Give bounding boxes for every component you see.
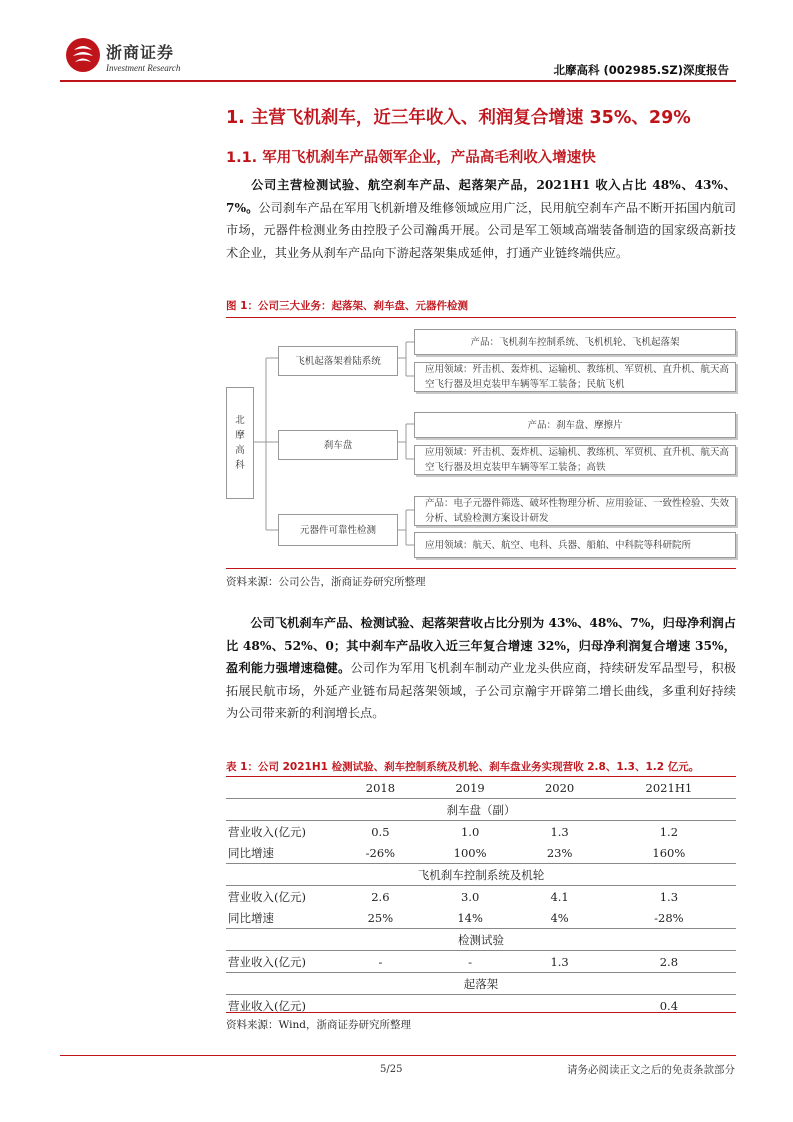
table-cell: 4.1 bbox=[550, 889, 569, 904]
table-section-row bbox=[226, 799, 736, 821]
brand-tagline: Investment Research bbox=[106, 63, 181, 73]
revenue-table bbox=[226, 777, 736, 1016]
table-row bbox=[226, 842, 736, 864]
table-row bbox=[226, 821, 736, 843]
table-row bbox=[226, 951, 736, 973]
table-section-row bbox=[226, 929, 736, 951]
table-cell: 2.6 bbox=[371, 889, 390, 904]
analysis-paragraph bbox=[226, 612, 736, 725]
intro-paragraph bbox=[226, 174, 736, 264]
section-heading: 1. 主营飞机刹车，近三年收入、利润复合增速 35%、29% bbox=[226, 108, 691, 128]
table-cell: 100% bbox=[423, 842, 518, 864]
table-header-cell bbox=[226, 777, 338, 799]
table-cell: 2.8 bbox=[602, 951, 736, 973]
table-cell: -28% bbox=[602, 907, 736, 929]
table-cell: 25% bbox=[338, 907, 423, 929]
disclaimer-note: 请务必阅读正文之后的免责条款部分 bbox=[567, 1064, 735, 1076]
org-root-node: 北摩高科 bbox=[226, 387, 254, 499]
landing-gear-application-box: 应用领域：歼击机、轰炸机、运输机、教练机、军贸机、直升机、航天高空飞行器及坦克装甲车辆等军工装备；民航飞机 bbox=[414, 362, 736, 392]
intro-paragraph-body: 公司刹车产品在军用飞机新增及维修领域应用广泛，民用航空刹车产品不断开拓国内航司市场，元器件检测业务由控股子公司瀚禹开展。公司是军工领域高端装备制造的国家级高新技术企业，其业务从刹车产品向下游起落架集成延伸，打通产业链终端供应。 bbox=[226, 200, 737, 260]
table-row-label: 营业收入(亿元) bbox=[228, 998, 306, 1013]
business-node-brake-disc: 刹车盘 bbox=[278, 430, 398, 460]
business-node-landing-gear: 飞机起落架着陆系统 bbox=[278, 346, 398, 376]
table-section-title: 起落架 bbox=[226, 973, 736, 995]
landing-gear-product-box: 产品：飞机刹车控制系统、飞机机轮、飞机起落架 bbox=[414, 329, 736, 355]
testing-product-box: 产品：电子元器件筛选、破坏性物理分析、应用验证、一致性检验、失效分析、试验检测方案设计研发 bbox=[414, 496, 736, 526]
table-cell: 0.4 bbox=[659, 998, 679, 1013]
table-section-title: 刹车盘（副） bbox=[226, 799, 736, 821]
header-divider bbox=[60, 80, 736, 82]
table-section-title: 检测试验 bbox=[226, 929, 736, 951]
table-row-label: 营业收入(亿元) bbox=[226, 951, 338, 973]
table-source: 资料来源：Wind，浙商证券研究所整理 bbox=[226, 1019, 411, 1031]
table-cell: -26% bbox=[338, 842, 423, 864]
analysis-paragraph-lead: 公司飞机刹车产品、检测试验、起落架营收占比分别为 43%、48%、7%，归母净利润占比 48%、52%、0；其中刹车产品收入近三年复合增速 32%，归母净利润复合增速 35%，盈利能力强增速稳健。 bbox=[226, 616, 736, 675]
table-cell: 3.0 bbox=[460, 889, 480, 904]
table-row-label: 同比增速 bbox=[226, 842, 338, 864]
testing-application-box: 应用领域：航天、航空、电科、兵器、船舶、中科院等科研院所 bbox=[414, 532, 736, 558]
brand-name: 浙商证券 bbox=[106, 43, 175, 62]
table-cell: 160% bbox=[602, 842, 736, 864]
table-cell: 4% bbox=[517, 907, 601, 929]
figure-source: 资料来源：公司公告，浙商证券研究所整理 bbox=[226, 576, 426, 588]
table-header-row bbox=[226, 777, 736, 799]
table-section-title: 飞机刹车控制系统及机轮 bbox=[226, 864, 736, 886]
business-node-component-testing: 元器件可靠性检测 bbox=[278, 514, 398, 546]
report-title: 北摩高科 (002985.SZ)深度报告 bbox=[553, 63, 729, 77]
figure-title: 图 1：公司三大业务：起落架、刹车盘、元器件检测 bbox=[226, 300, 468, 312]
figure-bottom-rule bbox=[226, 568, 736, 569]
table-cell: 1.3 bbox=[550, 824, 569, 839]
table-row bbox=[226, 907, 736, 929]
table-cell: 23% bbox=[517, 842, 601, 864]
table-header-cell: 2021H1 bbox=[602, 777, 736, 799]
footer-divider bbox=[60, 1055, 736, 1056]
intro-paragraph-lead: 公司主营检测试验、航空刹车产品、起落架产品，2021H1 收入占比 48%、43%、7%。 bbox=[226, 178, 736, 215]
table-row-label: 营业收入(亿元) bbox=[228, 824, 306, 839]
table-section-row bbox=[226, 973, 736, 995]
table-bottom-rule bbox=[226, 1012, 736, 1013]
subsection-heading: 1.1. 军用飞机刹车产品领军企业，产品高毛利收入增速快 bbox=[226, 150, 596, 166]
table-cell: 0.5 bbox=[371, 824, 390, 839]
brake-disc-product-box: 产品：刹车盘、摩擦片 bbox=[414, 412, 736, 438]
brand-logo-icon bbox=[66, 38, 100, 72]
table-header-cell: 2020 bbox=[517, 777, 601, 799]
table-cell: 1.2 bbox=[659, 824, 679, 839]
table-cell: 14% bbox=[423, 907, 518, 929]
table-cell: - bbox=[338, 951, 423, 973]
brake-disc-application-box: 应用领域：歼击机、轰炸机、运输机、教练机、军贸机、直升机、航天高空飞行器及坦克装甲车辆等军工装备；高铁 bbox=[414, 445, 736, 475]
table-row bbox=[226, 886, 736, 908]
table-cell: - bbox=[423, 951, 518, 973]
analysis-paragraph-body: 公司作为军用飞机刹车制动产业龙头供应商，持续研发军品型号，积极拓展民航市场，外延产业链布局起落架领域，子公司京瀚宇开辟第二增长曲线，多重利好持续为公司带来新的利润增长点。 bbox=[226, 661, 736, 720]
page-number: 5/25 bbox=[380, 1064, 403, 1075]
table-cell: 1.3 bbox=[659, 889, 679, 904]
table-header-cell: 2018 bbox=[338, 777, 423, 799]
table-section-row bbox=[226, 864, 736, 886]
table-title: 表 1：公司 2021H1 检测试验、刹车控制系统及机轮、刹车盘业务实现营收 2.8、1.3、1.2 亿元。 bbox=[226, 761, 700, 773]
table-row-label: 同比增速 bbox=[226, 907, 338, 929]
table-row-label: 营业收入(亿元) bbox=[228, 889, 306, 904]
table-cell: 1.0 bbox=[460, 824, 480, 839]
table-header-cell: 2019 bbox=[423, 777, 518, 799]
table-cell: 1.3 bbox=[517, 951, 601, 973]
